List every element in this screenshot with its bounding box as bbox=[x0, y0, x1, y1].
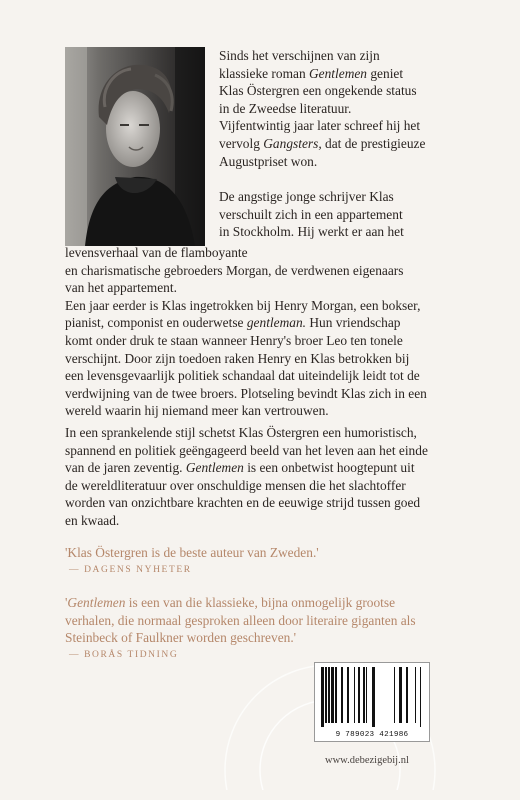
intro-paragraph bbox=[219, 47, 425, 170]
barcode-bar bbox=[406, 667, 408, 723]
text-run: en kwaad. bbox=[65, 512, 120, 528]
text-line bbox=[65, 402, 427, 420]
text-line bbox=[65, 244, 427, 262]
synopsis-paragraph-top bbox=[219, 188, 404, 241]
text-run: Steinbeck of Faulkner worden geschreven.' bbox=[65, 630, 297, 646]
barcode-bar bbox=[354, 667, 355, 723]
text-line bbox=[65, 297, 427, 315]
text-line bbox=[219, 100, 425, 118]
text-run: Een jaar eerder is Klas ingetrokken bij Henry Morgan, een bokser, bbox=[65, 297, 421, 313]
text-line bbox=[65, 459, 428, 477]
text-run: vervolg bbox=[219, 135, 264, 151]
text-run: pianist, componist en ouderwetse bbox=[65, 315, 247, 331]
barcode-bar bbox=[325, 667, 327, 723]
text-line bbox=[65, 494, 428, 512]
barcode-bar bbox=[321, 667, 324, 727]
text-run: De angstige jonge schrijver Klas bbox=[219, 189, 394, 204]
text-line bbox=[65, 367, 427, 385]
text-line bbox=[219, 188, 404, 206]
text-run: worden van onzichtbare krachten en de eeuwige strijd tussen goed bbox=[65, 495, 421, 511]
text-line bbox=[65, 424, 428, 442]
text-run: verschuilt zich in een appartement bbox=[219, 206, 403, 222]
italic-title: gentleman. bbox=[246, 315, 306, 331]
italic-title: Gentlemen bbox=[67, 595, 126, 610]
synopsis-paragraph bbox=[65, 244, 427, 420]
text-run: de wereldliteratuur over onschuldige mensen die het slachtoffer bbox=[65, 477, 406, 493]
text-line bbox=[65, 544, 319, 562]
text-line bbox=[65, 262, 427, 280]
barcode-bar bbox=[394, 667, 395, 723]
text-line bbox=[65, 612, 416, 630]
text-run: levensverhaal van de flamboyante bbox=[65, 245, 248, 260]
text-run: in Stockholm. Hij werkt er aan het bbox=[219, 224, 404, 240]
barcode-bar bbox=[358, 667, 360, 723]
text-line bbox=[65, 442, 428, 460]
barcode-bar bbox=[363, 667, 365, 723]
text-run: wereld waarin hij niemand meer kan vertrouwen. bbox=[65, 403, 329, 419]
barcode-bar bbox=[328, 667, 330, 723]
author-photo bbox=[65, 47, 205, 246]
text-run: is een onbetwist hoogtepunt uit bbox=[243, 460, 415, 476]
italic-title: Gentlemen bbox=[309, 65, 368, 81]
isbn-number: 9 789023 421986 bbox=[335, 731, 409, 739]
text-run: een levensgevaarlijk politiek schandaal dat uiteindelijk leidt tot de bbox=[65, 368, 420, 384]
text-run: In een sprankelende stijl schetst Klas Östergren een humoristisch, bbox=[65, 425, 417, 440]
review-quote-1 bbox=[65, 544, 319, 562]
text-run: van de jaren zeventig. bbox=[65, 460, 186, 476]
text-line bbox=[219, 153, 425, 171]
text-run: geniet bbox=[367, 65, 404, 81]
text-line bbox=[219, 135, 425, 153]
barcode-bar bbox=[420, 667, 421, 727]
text-line bbox=[65, 332, 427, 350]
text-run: Augustpriset won. bbox=[219, 153, 318, 169]
text-run: Sinds het verschijnen van zijn bbox=[219, 48, 380, 63]
italic-title: Gangsters, bbox=[263, 135, 322, 151]
barcode-bar bbox=[341, 667, 343, 723]
text-line bbox=[219, 47, 425, 65]
text-run: klassieke roman bbox=[219, 65, 309, 81]
review-quote-2 bbox=[65, 594, 416, 647]
italic-title: Gentlemen bbox=[185, 460, 244, 476]
publisher-website: www.debezigebij.nl bbox=[325, 755, 409, 766]
text-run: spannend en politiek geëngageerd beeld van het leven aan het einde bbox=[65, 442, 428, 458]
text-run: Klas Östergren een ongekende status bbox=[219, 83, 417, 99]
barcode-bar bbox=[347, 667, 349, 723]
text-line bbox=[65, 385, 427, 403]
text-line bbox=[219, 82, 425, 100]
barcode-bar bbox=[335, 667, 337, 723]
text-run: verhalen, die normaal gesproken alleen door literaire giganten als bbox=[65, 612, 416, 628]
text-line bbox=[65, 629, 416, 647]
text-line bbox=[219, 117, 425, 135]
text-line bbox=[65, 594, 416, 612]
barcode-bar bbox=[399, 667, 402, 723]
text-run: Hun vriendschap bbox=[306, 315, 401, 331]
barcode-bar bbox=[366, 667, 367, 723]
barcode-bar bbox=[415, 667, 416, 723]
text-run: Vijfentwintig jaar later schreef hij het bbox=[219, 118, 421, 134]
barcode-bar bbox=[372, 667, 375, 727]
review-source-2: — BORÅS TIDNING bbox=[69, 650, 179, 660]
text-run: 'Klas Östergren is de beste auteur van Zweden.' bbox=[65, 545, 319, 560]
text-run: in de Zweedse literatuur. bbox=[219, 100, 352, 116]
text-line bbox=[65, 279, 427, 297]
text-run: verschijnt. Door zijn toedoen raken Henry en Klas betrokken bij bbox=[65, 350, 410, 366]
text-run: van het appartement. bbox=[65, 280, 177, 296]
text-line bbox=[219, 223, 404, 241]
text-run: verdwijning van de twee broers. Plotseling bevindt Klas zich in een bbox=[65, 385, 427, 401]
text-run: en charismatische gebroeders Morgan, de verdwenen eigenaars bbox=[65, 262, 404, 278]
barcode-bar bbox=[331, 667, 334, 723]
isbn-barcode bbox=[314, 662, 430, 742]
text-line bbox=[65, 314, 427, 332]
text-run: ' bbox=[65, 595, 68, 610]
text-line bbox=[219, 65, 425, 83]
text-run: komt onder druk te staan wanneer Henry's broer Leo ten tonele bbox=[65, 332, 403, 348]
text-line bbox=[65, 512, 428, 530]
text-line bbox=[65, 350, 427, 368]
text-run: dat de prestigieuze bbox=[321, 135, 426, 151]
style-paragraph bbox=[65, 424, 428, 530]
review-source-1: — DAGENS NYHETER bbox=[69, 565, 192, 575]
text-line bbox=[65, 477, 428, 495]
text-line bbox=[219, 206, 404, 224]
text-run: is een van die klassieke, bijna onmogelijk grootse bbox=[125, 595, 396, 610]
